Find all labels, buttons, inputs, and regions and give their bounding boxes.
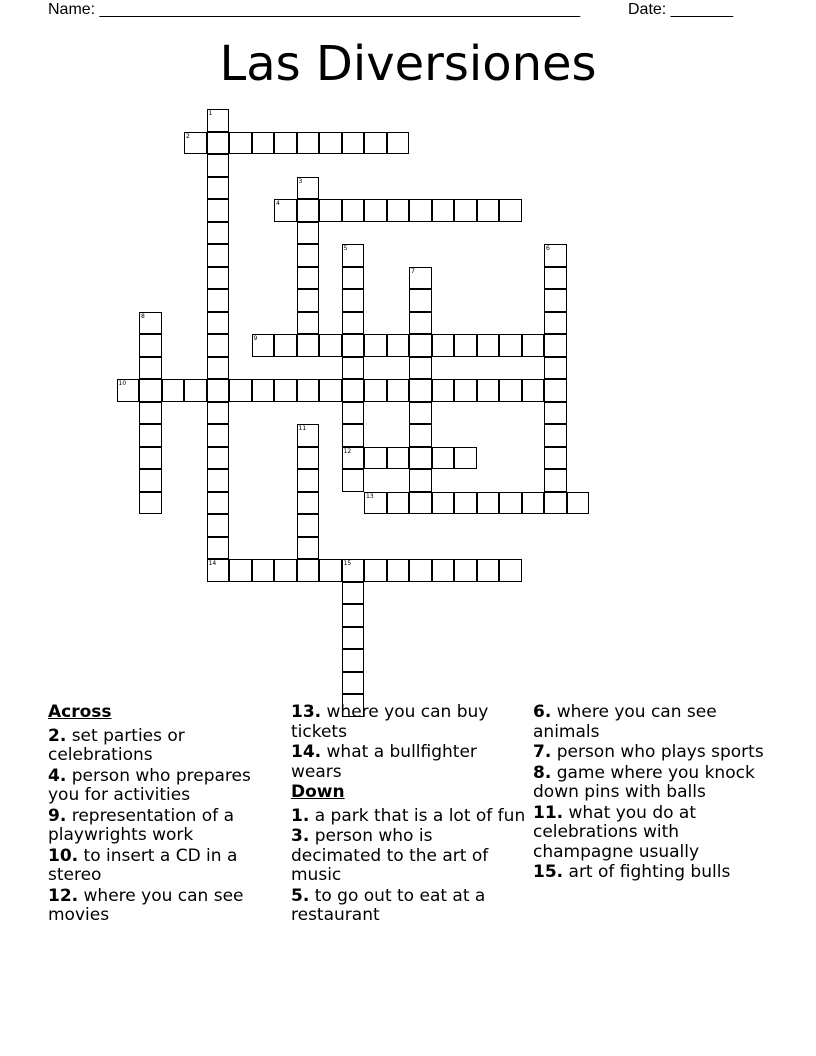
clue-item — [533, 743, 768, 763]
crossword-cell[interactable] — [432, 559, 455, 582]
crossword-cell[interactable] — [342, 244, 365, 267]
crossword-cell[interactable] — [409, 379, 432, 402]
crossword-cell[interactable] — [364, 199, 387, 222]
crossword-cell[interactable] — [319, 334, 342, 357]
clue-item — [291, 887, 526, 926]
crossword-cell[interactable] — [207, 469, 230, 492]
crossword-cell[interactable] — [342, 199, 365, 222]
crossword-cell[interactable] — [274, 559, 297, 582]
crossword-cell[interactable] — [274, 132, 297, 155]
crossword-cell[interactable] — [207, 177, 230, 200]
crossword-cell[interactable] — [409, 267, 432, 290]
crossword-cell[interactable] — [274, 334, 297, 357]
crossword-cell[interactable] — [207, 379, 230, 402]
clue-number-label: 3 — [298, 177, 303, 185]
crossword-cell[interactable] — [229, 559, 252, 582]
crossword-cell[interactable] — [477, 559, 500, 582]
crossword-cell[interactable] — [297, 199, 320, 222]
clue-number: 3. — [291, 826, 310, 846]
clue-text: what you do at celebrations with champagne usually — [533, 802, 700, 862]
clue-number-label: 13 — [366, 492, 374, 500]
crossword-cell[interactable] — [454, 334, 477, 357]
crossword-cell[interactable] — [544, 334, 567, 357]
clue-text: set parties or celebrations — [48, 725, 185, 765]
clue-number-label: 12 — [343, 447, 352, 455]
crossword-cell[interactable] — [499, 559, 522, 582]
crossword-cell[interactable] — [207, 289, 230, 312]
crossword-cell[interactable] — [297, 244, 320, 267]
crossword-cell[interactable] — [319, 199, 342, 222]
crossword-cell[interactable] — [409, 447, 432, 470]
crossword-cell[interactable] — [342, 424, 365, 447]
crossword-cell[interactable] — [274, 379, 297, 402]
clues-column-2 — [291, 703, 526, 927]
crossword-cell[interactable] — [342, 357, 365, 380]
clue-item — [533, 863, 768, 883]
clue-item — [533, 804, 768, 863]
clue-item — [48, 847, 283, 886]
clue-number: 8. — [533, 762, 552, 783]
crossword-cell[interactable] — [297, 514, 320, 537]
crossword-cell[interactable] — [139, 492, 162, 515]
crossword-cell[interactable] — [139, 312, 162, 335]
clues-column-3 — [533, 703, 768, 884]
clue-number-label: 11 — [298, 425, 307, 432]
crossword-cell[interactable] — [139, 447, 162, 470]
clue-number: 2. — [48, 725, 67, 746]
crossword-cell[interactable] — [342, 267, 365, 290]
clue-number: 11. — [533, 802, 564, 823]
clue-item — [291, 703, 526, 742]
clues-column-1 — [48, 703, 283, 927]
crossword-cell[interactable] — [544, 424, 567, 447]
crossword-cell[interactable] — [544, 312, 567, 335]
crossword-cell[interactable] — [544, 492, 567, 515]
crossword-cell[interactable] — [409, 357, 432, 380]
crossword-cell[interactable] — [499, 334, 522, 357]
clue-number-label: 8 — [141, 312, 145, 320]
crossword-cell[interactable] — [342, 289, 365, 312]
crossword-cell[interactable] — [544, 357, 567, 380]
clue-item — [291, 743, 526, 782]
crossword-cell[interactable] — [207, 357, 230, 380]
clue-number: 1. — [291, 805, 310, 826]
clue-number: 7. — [533, 742, 552, 762]
crossword-cell[interactable] — [319, 132, 342, 155]
crossword-cell[interactable] — [454, 199, 477, 222]
crossword-cell[interactable] — [342, 672, 365, 695]
crossword-cell[interactable] — [342, 604, 365, 627]
crossword-cell[interactable] — [117, 379, 140, 402]
crossword-cell[interactable] — [432, 447, 455, 470]
crossword-cell[interactable] — [297, 447, 320, 470]
clue-item — [533, 703, 768, 742]
crossword-cell[interactable] — [297, 312, 320, 335]
crossword-cell[interactable] — [207, 244, 230, 267]
clue-text: where you can see animals — [533, 702, 717, 742]
crossword-cell[interactable] — [364, 492, 387, 515]
crossword-cell[interactable] — [207, 199, 230, 222]
crossword-cell[interactable] — [207, 154, 230, 177]
clue-text: game where you knock down pins with balls — [533, 762, 755, 802]
crossword-cell[interactable] — [364, 447, 387, 470]
clue-number-label: 1 — [208, 110, 213, 117]
crossword-cell[interactable] — [207, 222, 230, 245]
clue-item — [533, 764, 768, 803]
crossword-cell[interactable] — [229, 132, 252, 155]
crossword-cell[interactable] — [342, 402, 365, 425]
crossword-cell[interactable] — [252, 334, 275, 357]
name-field-line: Name: ______________________________________________________ — [48, 1, 581, 18]
crossword-cell[interactable] — [409, 469, 432, 492]
crossword-cell[interactable] — [409, 559, 432, 582]
crossword-cell[interactable] — [139, 334, 162, 357]
clue-number: 13. — [291, 702, 322, 722]
crossword-cell[interactable] — [297, 559, 320, 582]
clue-number-label: 5 — [343, 245, 348, 252]
crossword-cell[interactable] — [409, 402, 432, 425]
crossword-cell[interactable] — [297, 334, 320, 357]
crossword-cell[interactable] — [207, 312, 230, 335]
crossword-cell[interactable] — [252, 379, 275, 402]
crossword-cell[interactable] — [207, 492, 230, 515]
clue-item — [48, 887, 283, 926]
crossword-cell[interactable] — [499, 492, 522, 515]
crossword-cell[interactable] — [342, 312, 365, 335]
down-clue-list-continued — [533, 703, 768, 883]
crossword-cell[interactable] — [297, 267, 320, 290]
clue-item — [291, 807, 526, 827]
clue-number-label: 4 — [276, 200, 280, 207]
crossword-cell[interactable] — [364, 379, 387, 402]
crossword-cell[interactable] — [207, 514, 230, 537]
crossword-cell[interactable] — [522, 379, 545, 402]
clue-number: 12. — [48, 885, 79, 906]
crossword-cell[interactable] — [297, 177, 320, 200]
clue-text: representation of a playwrights work — [48, 805, 234, 845]
clue-number-label: 14 — [208, 560, 217, 567]
clue-text: person who prepares you for activities — [48, 765, 251, 805]
clue-number-label: 7 — [411, 267, 415, 275]
crossword-cell[interactable] — [522, 334, 545, 357]
crossword-cell[interactable] — [432, 199, 455, 222]
crossword-cell[interactable] — [544, 289, 567, 312]
crossword-cell[interactable] — [207, 559, 230, 582]
crossword-cell[interactable] — [499, 379, 522, 402]
crossword-cell[interactable] — [342, 649, 365, 672]
crossword-cell[interactable] — [477, 334, 500, 357]
crossword-cell[interactable] — [364, 559, 387, 582]
crossword-cell[interactable] — [409, 424, 432, 447]
clue-text: to go out to eat at a restaurant — [291, 885, 486, 925]
crossword-cell[interactable] — [342, 334, 365, 357]
crossword-cell[interactable] — [139, 424, 162, 447]
crossword-cell[interactable] — [252, 132, 275, 155]
crossword-cell[interactable] — [207, 447, 230, 470]
clue-text: person who plays sports — [551, 742, 764, 762]
clue-item — [291, 827, 526, 886]
crossword-cell[interactable] — [544, 402, 567, 425]
clue-text: a park that is a lot of fun — [309, 805, 526, 826]
crossword-cell[interactable] — [297, 222, 320, 245]
crossword-cell[interactable] — [409, 334, 432, 357]
clue-number: 4. — [48, 765, 67, 786]
clue-number-label: 6 — [546, 245, 550, 252]
crossword-cell[interactable] — [297, 424, 320, 447]
crossword-cell[interactable] — [387, 199, 410, 222]
crossword-cell[interactable] — [387, 447, 410, 470]
crossword-cell[interactable] — [432, 379, 455, 402]
crossword-cell[interactable] — [454, 559, 477, 582]
crossword-cell[interactable] — [252, 559, 275, 582]
crossword-cell[interactable] — [297, 289, 320, 312]
across-clue-list — [48, 727, 283, 926]
clue-number: 5. — [291, 885, 310, 906]
crossword-cell[interactable] — [229, 379, 252, 402]
crossword-cell[interactable] — [477, 492, 500, 515]
crossword-cell[interactable] — [544, 244, 567, 267]
clue-number-label: 9 — [253, 335, 258, 342]
crossword-cell[interactable] — [207, 109, 230, 132]
crossword-cell[interactable] — [409, 289, 432, 312]
crossword-cell[interactable] — [139, 469, 162, 492]
clue-number: 9. — [48, 805, 67, 826]
clue-text: art of fighting bulls — [563, 862, 731, 882]
crossword-cell[interactable] — [139, 402, 162, 425]
crossword-cell[interactable] — [319, 379, 342, 402]
crossword-cell[interactable] — [454, 447, 477, 470]
crossword-cell[interactable] — [364, 132, 387, 155]
clue-item — [48, 767, 283, 806]
crossword-cell[interactable] — [297, 469, 320, 492]
down-heading: Down — [291, 782, 345, 802]
crossword-cell[interactable] — [432, 492, 455, 515]
crossword-cell[interactable] — [207, 132, 230, 155]
crossword-cell[interactable] — [184, 132, 207, 155]
clue-text: where you can see movies — [48, 885, 244, 925]
crossword-cell[interactable] — [342, 627, 365, 650]
crossword-cell[interactable] — [364, 334, 387, 357]
crossword-cell[interactable] — [544, 267, 567, 290]
page-title: Las Diversiones — [219, 36, 597, 92]
crossword-cell[interactable] — [274, 199, 297, 222]
clue-number-label: 15 — [343, 560, 352, 567]
crossword-cell[interactable] — [544, 447, 567, 470]
clue-text: what a bullfighter wears — [291, 742, 477, 782]
crossword-cell[interactable] — [319, 559, 342, 582]
crossword-cell[interactable] — [297, 492, 320, 515]
crossword-cell[interactable] — [342, 582, 365, 605]
date-field-line: Date: _______ — [628, 1, 733, 18]
crossword-cell[interactable] — [162, 379, 185, 402]
crossword-cell[interactable] — [409, 312, 432, 335]
crossword-cell[interactable] — [139, 379, 162, 402]
clue-item — [48, 807, 283, 846]
crossword-cell[interactable] — [207, 537, 230, 560]
crossword-cell[interactable] — [387, 379, 410, 402]
across-clue-list-continued — [291, 703, 526, 782]
crossword-cell[interactable] — [522, 492, 545, 515]
crossword-cell[interactable] — [544, 469, 567, 492]
clue-item — [48, 727, 283, 766]
crossword-cell[interactable] — [184, 379, 207, 402]
clue-number: 14. — [291, 742, 322, 762]
clue-number-label: 2 — [186, 132, 190, 140]
crossword-cell[interactable] — [387, 334, 410, 357]
clue-text: person who is decimated to the art of music — [291, 826, 489, 885]
crossword-cell[interactable] — [207, 267, 230, 290]
crossword-cell[interactable] — [387, 492, 410, 515]
crossword-cell[interactable] — [297, 132, 320, 155]
clue-number: 15. — [533, 862, 564, 882]
clue-text: where you can buy tickets — [291, 702, 489, 742]
crossword-cell[interactable] — [499, 199, 522, 222]
crossword-cell[interactable] — [477, 379, 500, 402]
crossword-cell[interactable] — [454, 379, 477, 402]
crossword-cell[interactable] — [454, 492, 477, 515]
crossword-cell[interactable] — [342, 559, 365, 582]
crossword-cell[interactable] — [207, 334, 230, 357]
clue-number: 6. — [533, 702, 552, 722]
crossword-cell[interactable] — [207, 402, 230, 425]
crossword-cell[interactable] — [139, 357, 162, 380]
clue-number-label: 10 — [118, 380, 127, 387]
crossword-cell[interactable] — [342, 132, 365, 155]
crossword-cell[interactable] — [409, 199, 432, 222]
crossword-cell[interactable] — [387, 132, 410, 155]
across-heading: Across — [48, 702, 112, 722]
clue-text: to insert a CD in a stereo — [48, 845, 238, 885]
crossword-cell[interactable] — [544, 379, 567, 402]
crossword-cell[interactable] — [342, 379, 365, 402]
crossword-cell[interactable] — [207, 424, 230, 447]
crossword-cell[interactable] — [342, 447, 365, 470]
crossword-cell[interactable] — [477, 199, 500, 222]
crossword-cell[interactable] — [387, 559, 410, 582]
crossword-cell[interactable] — [297, 379, 320, 402]
crossword-cell[interactable] — [409, 492, 432, 515]
crossword-cell[interactable] — [297, 537, 320, 560]
crossword-cell[interactable] — [432, 334, 455, 357]
clue-number: 10. — [48, 845, 79, 866]
down-clue-list — [291, 807, 526, 926]
crossword-cell[interactable] — [567, 492, 590, 515]
crossword-cell[interactable] — [342, 469, 365, 492]
